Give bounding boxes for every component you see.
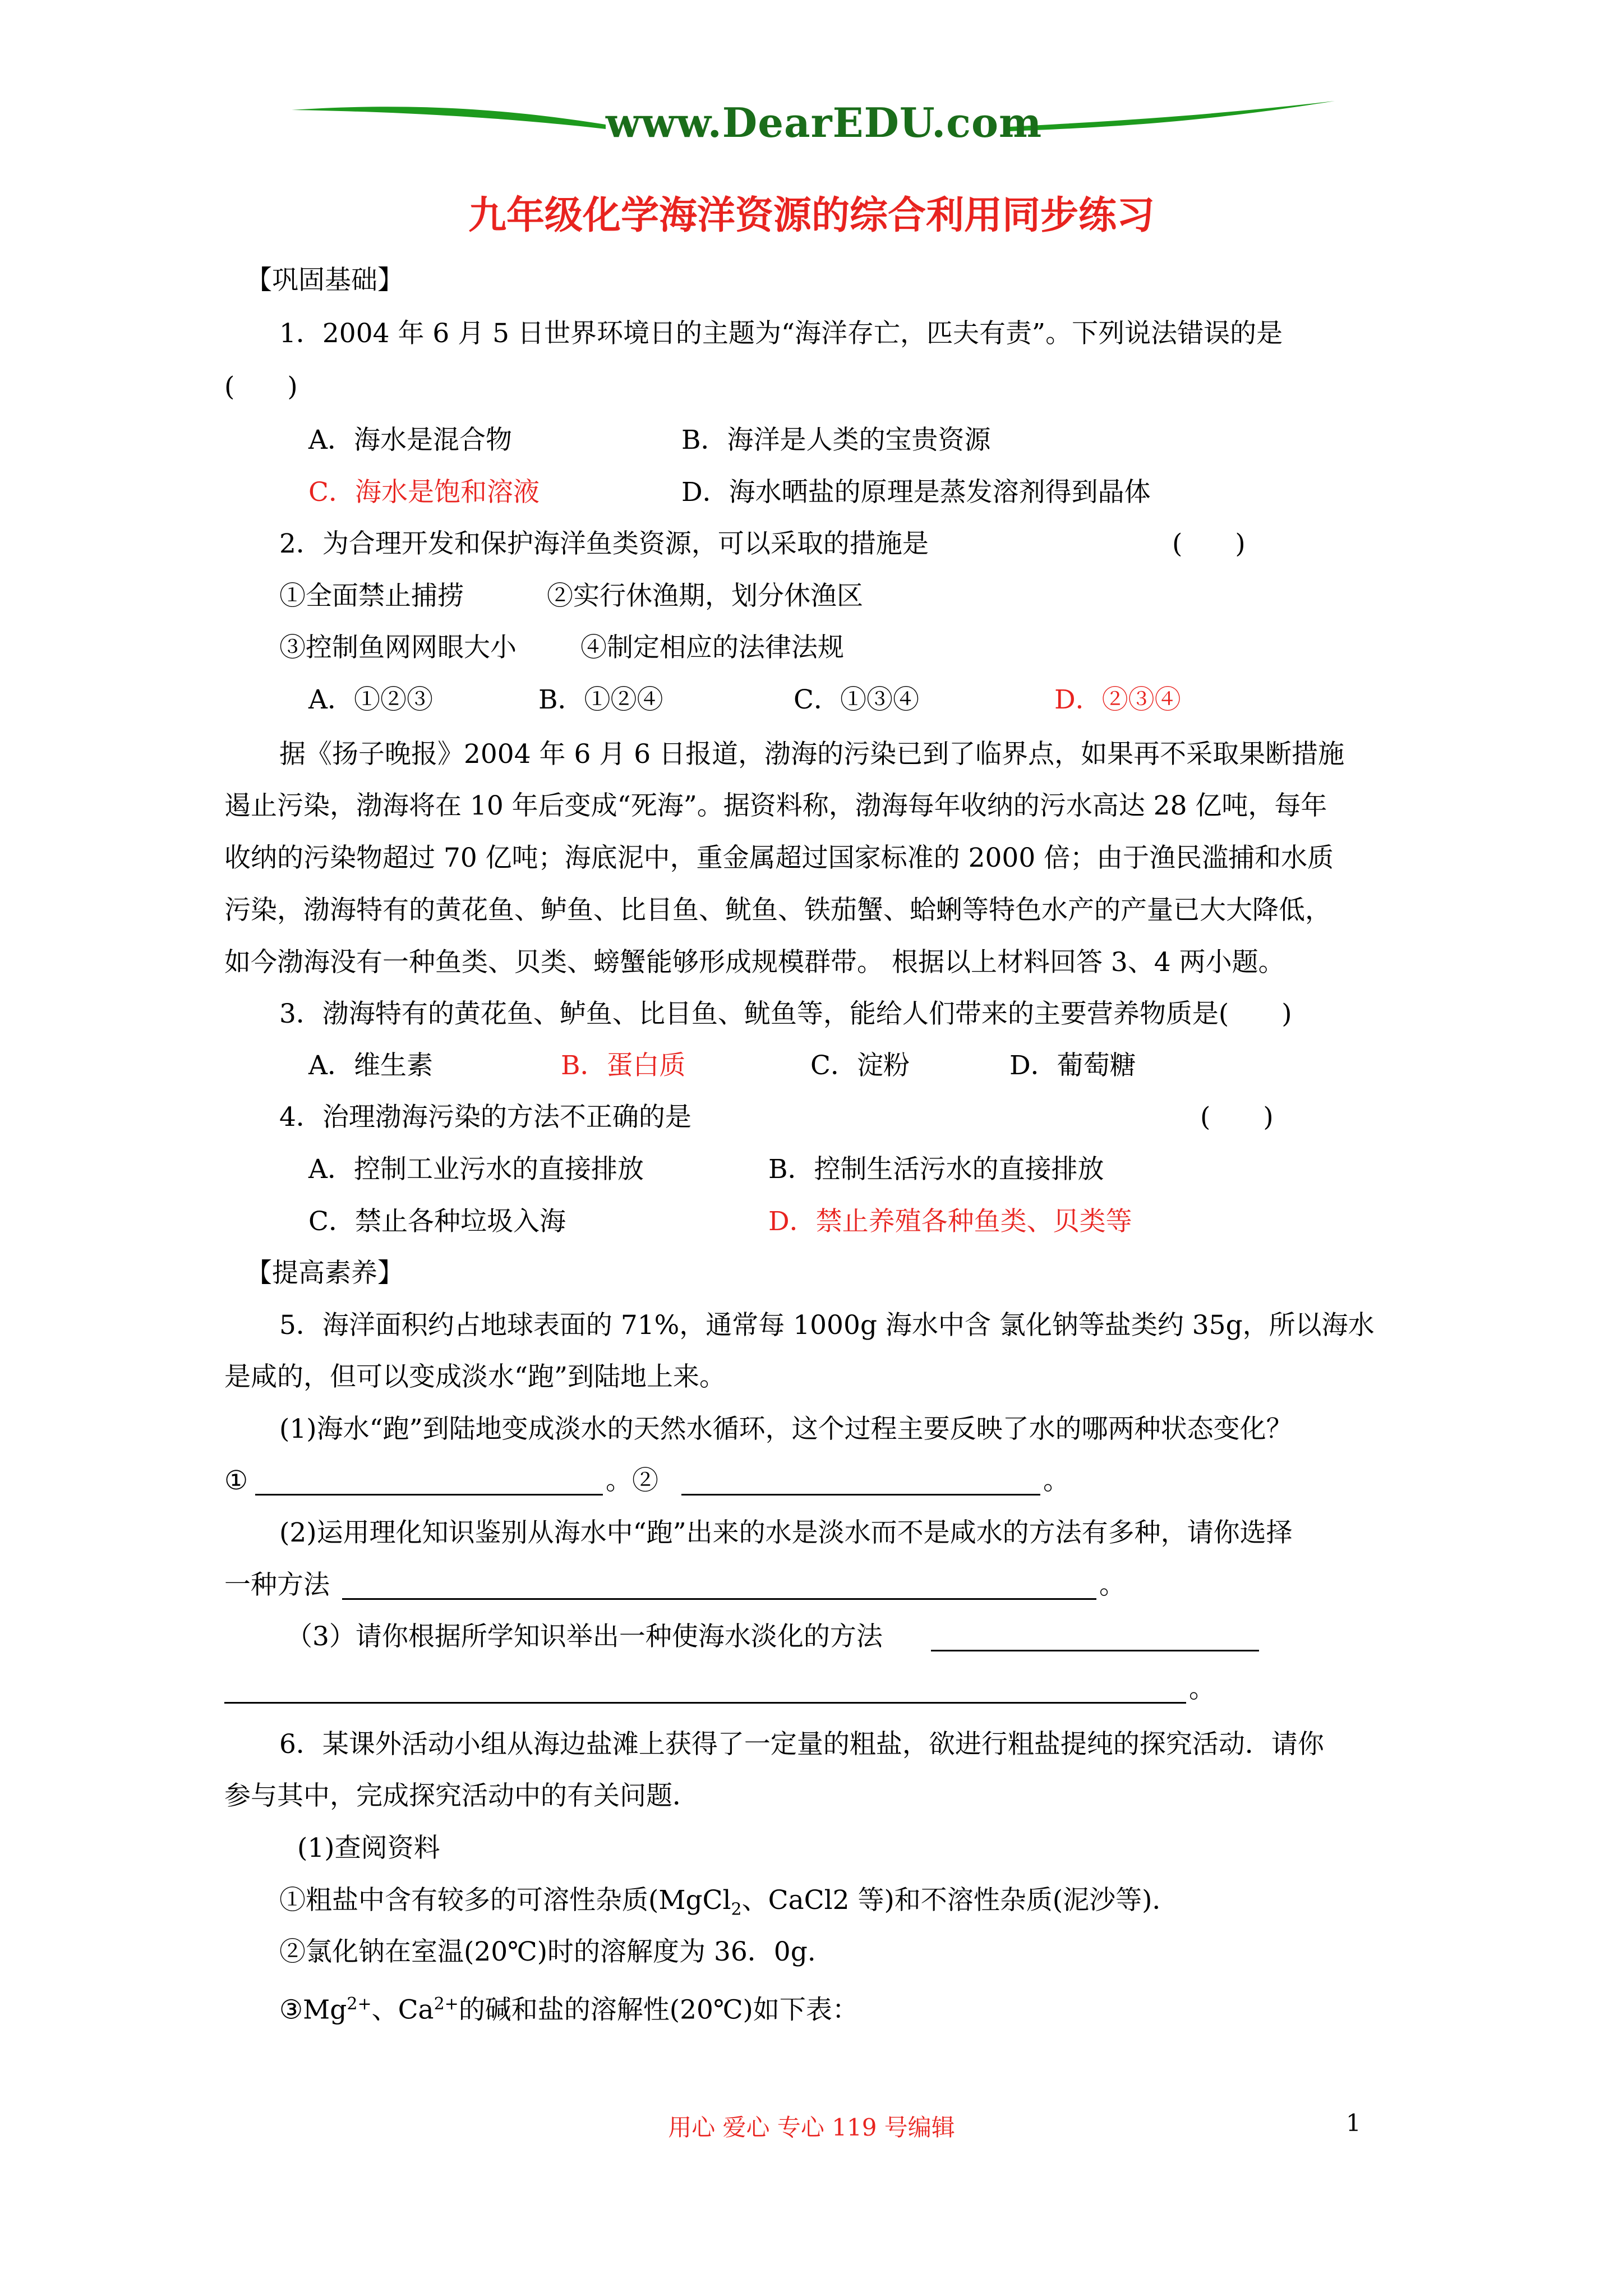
q5-part1-circled-1: ① <box>224 1465 248 1496</box>
q3-stem: 3．渤海特有的黄花鱼、鲈鱼、比目鱼、鱿鱼等，能给人们带来的主要营养物质是( ) <box>279 999 1292 1029</box>
q5-stem-line-1: 5．海洋面积约占地球表面的 71%，通常每 1000g 海水中含 氯化钠等盐类约 35g，所以海水 <box>279 1310 1375 1341</box>
q5-part1-blank-2[interactable] <box>681 1494 1040 1496</box>
passage-line-2: 遏止污染，渤海将在 10 年后变成“死海”。据资料称，渤海每年收纳的污水高达 28 亿吨，每年 <box>224 790 1327 821</box>
q6-reference-2: ②氯化钠在室温(20℃)时的溶解度为 36．0g. <box>279 1936 816 1967</box>
q5-part2-question: (2)运用理化知识鉴别从海水中“跑”出来的水是淡水而不是咸水的方法有多种，请你选择 <box>279 1517 1293 1548</box>
q2-measure-4: ④制定相应的法律法规 <box>580 632 844 663</box>
q6-reference-3: $③Mg^{2+}$、$Ca^{2+}$的碱和盐的溶解性(20℃)如下表： <box>279 1994 859 2026</box>
q3-option-d: D．葡萄糖 <box>1009 1050 1136 1081</box>
q2-measure-1: ①全面禁止捕捞 <box>279 581 464 611</box>
q4-option-c: C．禁止各种垃圾入海 <box>308 1206 566 1237</box>
q5-part1-question: (1)海水“跑”到陆地变成淡水的天然水循环，这个过程主要反映了水的哪两种状态变化？ <box>279 1414 1293 1444</box>
q1-option-b: B．海洋是人类的宝贵资源 <box>681 425 991 455</box>
q5-part3-end: 。 <box>1189 1673 1215 1704</box>
q4-option-a: A．控制工业污水的直接排放 <box>308 1154 644 1185</box>
passage-line-3: 收纳的污染物超过 70 亿吨；海底泥中，重金属超过国家标准的 2000 倍；由于渔民滥捕和水质 <box>224 843 1334 873</box>
passage-line-4: 污染，渤海特有的黄花鱼、鲈鱼、比目鱼、鱿鱼、铁茄蟹、蛤蜊等特色水产的产量已大大降低， <box>224 895 1331 926</box>
passage-line-5: 如今渤海没有一种鱼类、贝类、螃蟹能够形成规模群带。 根据以上材料回答 3、4 两小题。 <box>224 947 1285 978</box>
section-heading-basic: 【巩固基础】 <box>246 265 404 296</box>
q5-part3-question: （3）请你根据所学知识举出一种使海水淡化的方法 <box>286 1621 883 1652</box>
q6-stem-line-1: 6．某课外活动小组从海边盐滩上获得了一定量的粗盐，欲进行粗盐提纯的探究活动．请你 <box>279 1729 1324 1760</box>
q5-part2-blank[interactable] <box>342 1598 1096 1600</box>
q6-part1-heading: (1)查阅资料 <box>297 1833 440 1864</box>
q1-option-c-answer: C．海水是饱和溶液 <box>308 477 540 508</box>
q2-answer-paren: ( ) <box>1172 528 1246 559</box>
q2-measure-2: ②实行休渔期，划分休渔区 <box>547 581 863 611</box>
document-title: 九年级化学海洋资源的综合利用同步练习 <box>468 193 1155 238</box>
q5-part3-blank-a[interactable] <box>931 1650 1259 1651</box>
q5-part2-prefix: 一种方法 <box>224 1570 330 1600</box>
q4-answer-paren: ( ) <box>1200 1102 1274 1133</box>
q1-option-a: A．海水是混合物 <box>308 425 512 455</box>
section-heading-improve: 【提高素养】 <box>246 1258 404 1289</box>
q5-part1-blank-1[interactable] <box>255 1494 603 1496</box>
q2-option-b: B．①②④ <box>538 684 663 715</box>
q5-part1-circled-2: 。② <box>606 1465 658 1496</box>
passage-line-1: 据《扬子晚报》2004 年 6 月 6 日报道，渤海的污染已到了临界点，如果再不采取果断措施 <box>279 739 1345 770</box>
q2-option-a: A．①②③ <box>308 684 433 715</box>
q3-option-a: A．维生素 <box>308 1050 433 1081</box>
q1-stem: 1．2004 年 6 月 5 日世界环境日的主题为“海洋存亡，匹夫有责”。下列说法错误的是 <box>279 318 1283 349</box>
q6-reference-1: ①粗盐中含有较多的可溶性杂质(MgCl$_2$、CaCl2 等)和不溶性杂质(泥沙等)． <box>279 1885 1179 1920</box>
q4-option-d-answer: D．禁止养殖各种鱼类、贝类等 <box>768 1206 1132 1237</box>
q5-part3-blank-b[interactable] <box>224 1702 1186 1704</box>
q5-part2-end: 。 <box>1099 1570 1126 1600</box>
q2-option-d-answer: D．②③④ <box>1054 684 1181 715</box>
site-logo-text: www.DearEDU.com <box>606 99 1043 146</box>
q3-option-c: C．淀粉 <box>810 1050 910 1081</box>
q2-stem: 2．为合理开发和保护海洋鱼类资源，可以采取的措施是 <box>279 528 929 559</box>
q4-stem: 4．治理渤海污染的方法不正确的是 <box>279 1102 691 1133</box>
page-number: 1 <box>1346 2109 1361 2137</box>
q1-answer-paren: ( ) <box>224 371 298 402</box>
q4-option-b: B．控制生活污水的直接排放 <box>768 1154 1104 1185</box>
q5-stem-line-2: 是咸的，但可以变成淡水“跑”到陆地上来。 <box>224 1361 726 1392</box>
q2-measure-3: ③控制鱼网网眼大小 <box>279 632 517 663</box>
q5-part1-end: 。 <box>1043 1465 1069 1496</box>
q6-stem-line-2: 参与其中，完成探究活动中的有关问题． <box>224 1780 699 1811</box>
q1-option-d: D．海水晒盐的原理是蒸发溶剂得到晶体 <box>681 477 1151 508</box>
q3-option-b-answer: B．蛋白质 <box>561 1050 686 1081</box>
q2-option-c: C．①③④ <box>794 684 919 715</box>
page-footer: 用心 爱心 专心 119 号编辑 <box>668 2114 955 2141</box>
